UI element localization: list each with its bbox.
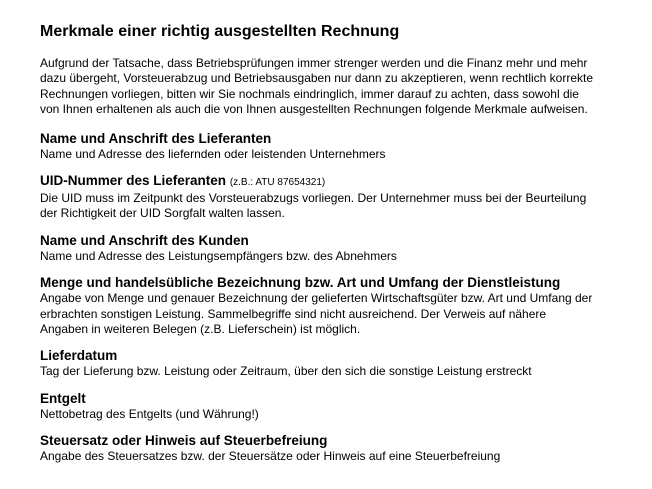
section-heading	[40, 130, 640, 147]
section-menge	[40, 274, 640, 337]
section-text: Die UID muss im Zeitpunkt des Vorsteuerabzugs vorliegen. Der Unternehmer muss bei der Beurteilung der Richtigkeit der UID Sorgfalt walten lassen.	[40, 191, 587, 221]
section-uid	[40, 172, 640, 222]
section-heading	[40, 274, 640, 291]
section-heading	[40, 432, 640, 449]
section-heading-text: Menge und handelsübliche Bezeichnung bzw. Art und Umfang der Dienstleistung	[40, 275, 561, 291]
section-text: Name und Adresse des liefernden oder leistenden Unternehmers	[40, 146, 386, 161]
section-kunde	[40, 232, 640, 264]
section-heading	[40, 232, 640, 249]
section-heading	[40, 390, 640, 407]
section-heading-text: Entgelt	[40, 390, 86, 406]
section-lieferant	[40, 130, 640, 162]
section-heading-text: Steuersatz oder Hinweis auf Steuerbefreiung	[40, 433, 328, 449]
section-text: Angabe von Menge und genauer Bezeichnung der gelieferten Wirtschaftsgüter bzw. Art und Umfang der erbrachten sonstigen Leistung. Sammelbegriffe sind nicht ausreichend. Der Verweis auf nähere Angaben in weiteren Belegen (z.B. Lieferschein) ist möglich.	[40, 291, 593, 337]
section-heading-text: Name und Anschrift des Kunden	[40, 232, 249, 248]
section-text: Nettobetrag des Entgelts (und Währung!)	[40, 406, 259, 421]
section-heading-text: Lieferdatum	[40, 348, 118, 364]
section-heading	[40, 347, 640, 364]
section-heading	[40, 172, 640, 191]
section-entgelt	[40, 390, 640, 422]
document-page	[40, 22, 640, 475]
section-steuersatz	[40, 432, 640, 464]
section-heading-text: UID-Nummer des Lieferanten	[40, 173, 227, 189]
section-heading-text: Name und Anschrift des Lieferanten	[40, 130, 272, 146]
section-text: Angabe des Steuersatzes bzw. der Steuersätze oder Hinweis auf eine Steuerbefreiung	[40, 449, 501, 464]
document-title: Merkmale einer richtig ausgestellten Rechnung	[40, 23, 400, 40]
intro-paragraph: Aufgrund der Tatsache, dass Betriebsprüfungen immer strenger werden und die Finanz mehr und mehr dazu übergeht, Vorsteuerabzug und Betriebsausgaben nur dann zu akzeptieren, wenn rechtlich korrekte Rechnungen vorliegen, bitten wir Sie nochmals eindringlich, immer darauf zu achten, dass sowohl die von Ihnen erhaltenen als auch die von Ihnen ausgestellten Rechnungen folgende Merkmale aufweisen.	[40, 56, 594, 117]
section-lieferdatum	[40, 347, 640, 379]
uid-example-note: (z.B.: ATU 87654321)	[229, 177, 326, 189]
section-text: Name und Adresse des Leistungsempfängers bzw. des Abnehmers	[40, 248, 397, 263]
section-text: Tag der Lieferung bzw. Leistung oder Zeitraum, über den sich die sonstige Leistung erstreckt	[40, 364, 532, 379]
